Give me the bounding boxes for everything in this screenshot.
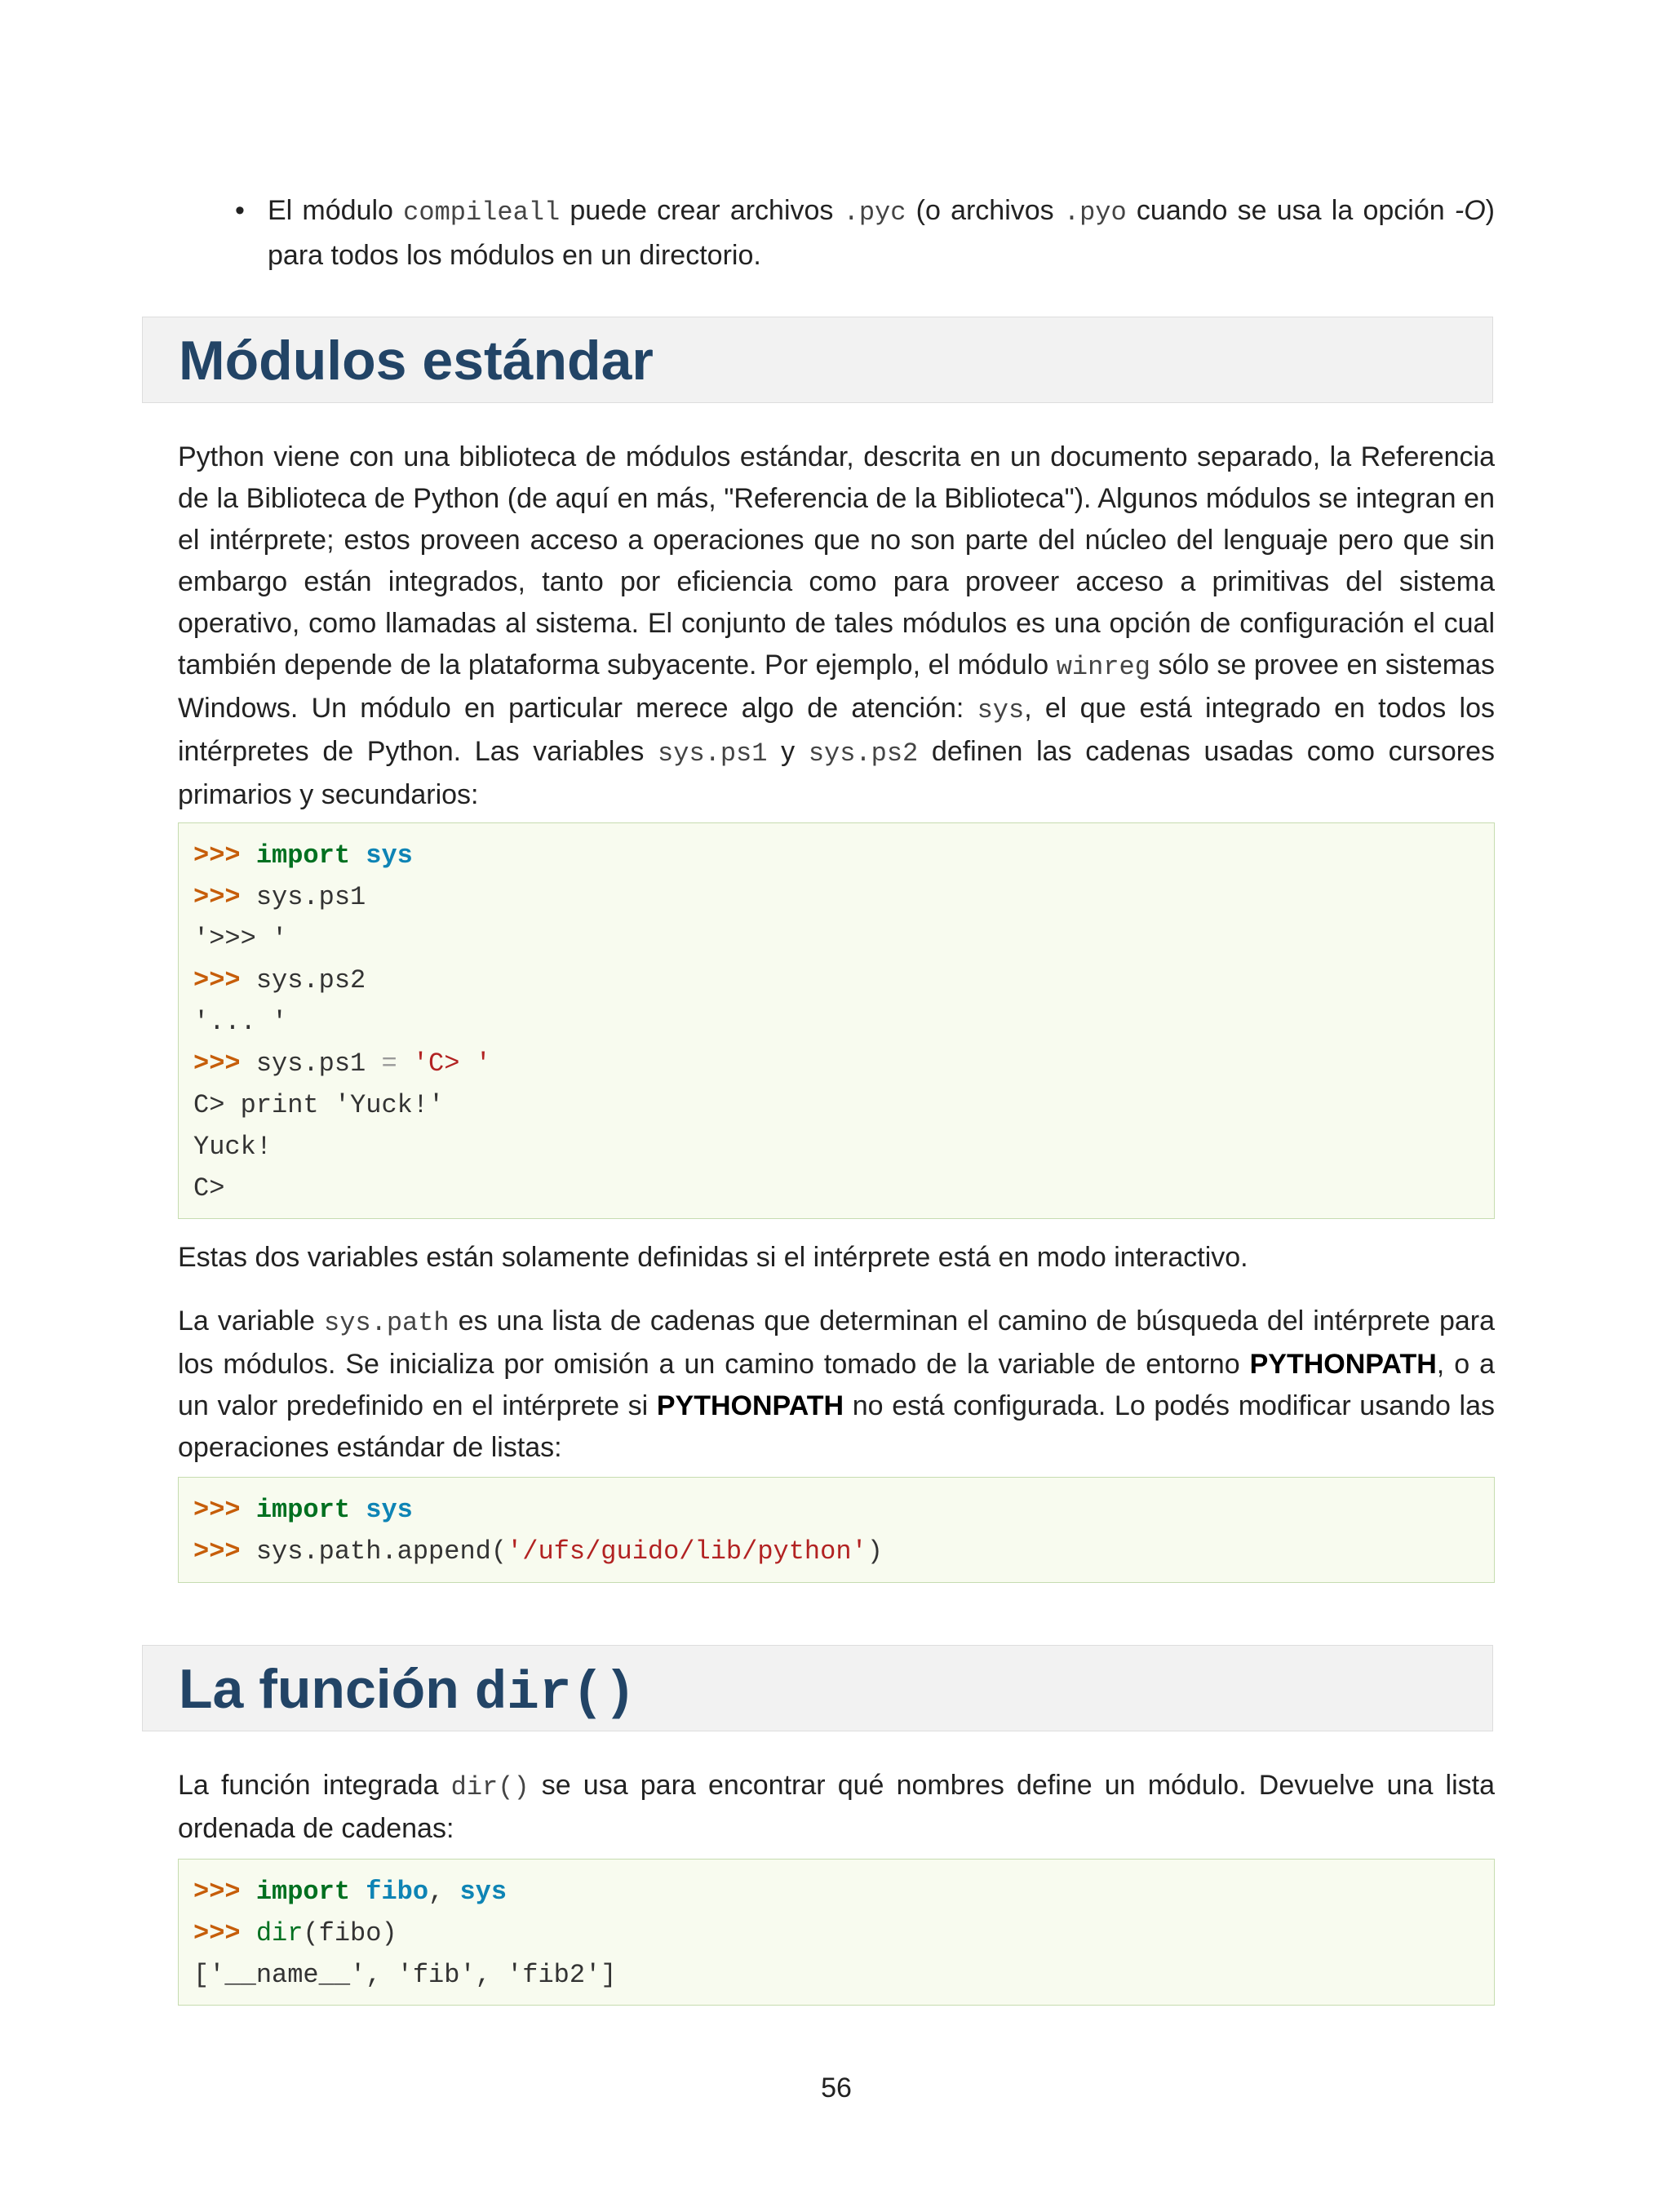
code-sys-ps1: sys.ps1 — [658, 738, 768, 769]
code-line: >>> sys.ps2 — [193, 965, 366, 995]
code-line: >>> sys.ps1 — [193, 882, 366, 912]
section-heading-modulos-estandar — [142, 317, 1493, 403]
env-var-pythonpath: PYTHONPATH — [1249, 1349, 1437, 1380]
code-line: >>> sys.path.append('/ufs/guido/lib/python') — [193, 1536, 883, 1567]
code-block-dir — [178, 1859, 1495, 2006]
code-sys: sys — [977, 695, 1025, 725]
code-sys-ps2: sys.ps2 — [808, 738, 919, 769]
page-number: 56 — [821, 2072, 852, 2103]
bullet-text: El módulo compileall puede crear archivos .pyc (o archivos .pyo cuando se usa la opción -O) para todos los módulos en un directorio. — [268, 195, 1495, 271]
code-line: >>> import sys — [193, 1495, 413, 1525]
option-O: -O — [1454, 195, 1486, 226]
code-line: >>> import sys — [193, 840, 413, 871]
code-output: C> — [193, 1173, 225, 1204]
paragraph-sys-path: La variable sys.path es una lista de cadenas que determinan el camino de búsqueda del intérprete para los módulos. Se inicializa por omisión a un camino tomado de la variable de entorno PYTHONPATH, o a un valor predefinido en el intérprete si PYTHONPATH no está configurada. Lo podés modificar usando las operaciones estándar de listas: — [178, 1305, 1495, 1463]
code-output: '>>> ' — [193, 924, 288, 954]
code-output: '... ' — [193, 1007, 288, 1037]
code-output: ['__name__', 'fib', 'fib2'] — [193, 1960, 617, 1990]
code-line: >>> import fibo, sys — [193, 1877, 508, 1907]
code-pyc: .pyc — [843, 197, 906, 228]
code-sys-path: sys.path — [324, 1308, 450, 1338]
code-block-sys-path — [178, 1477, 1495, 1583]
section-title: La función dir() — [179, 1658, 636, 1724]
code-line: >>> sys.ps1 = 'C> ' — [193, 1048, 491, 1079]
paragraph-dir: La función integrada dir() se usa para encontrar qué nombres define un módulo. Devuelve una lista ordenada de cadenas: — [178, 1770, 1495, 1844]
section-heading-dir — [142, 1645, 1493, 1731]
section-title: Módulos estándar — [179, 330, 654, 392]
paragraph-interactive-mode: Estas dos variables están solamente definidas si el intérprete está en modo interactivo. — [178, 1242, 1248, 1273]
code-compileall: compileall — [403, 197, 561, 228]
code-winreg: winreg — [1056, 652, 1150, 682]
code-block-sys-ps — [178, 822, 1495, 1219]
code-dir: dir() — [450, 1772, 530, 1802]
env-var-pythonpath: PYTHONPATH — [656, 1390, 844, 1421]
code-pyo: .pyo — [1063, 197, 1127, 228]
code-output: Yuck! — [193, 1132, 273, 1162]
code-output: C> print 'Yuck!' — [193, 1090, 445, 1120]
bullet-item — [178, 189, 1495, 277]
bullet-dot: • — [235, 195, 245, 226]
paragraph-standard-modules: Python viene con una biblioteca de módulos estándar, descrita en un documento separado, la Referencia de la Biblioteca de Python (de aquí en más, "Referencia de la Biblioteca"). Algunos módulos se integran en el intérprete; estos proveen acceso a operaciones que no son parte del núcleo del lenguaje pero que sin embargo están integrados, tanto por eficiencia como para proveer acceso a primitivas del sistema operativo, como llamadas al sistema. El conjunto de tales módulos es una opción de configuración el cual también depende de la plataforma subyacente. Por ejemplo, el módulo winreg sólo se provee en sistemas Windows. Un módulo en particular merece algo de atención: sys, el que está integrado en todos los intérpretes de Python. Las variables sys.ps1 y sys.ps2 definen las cadenas usadas como cursores primarios y secundarios: — [178, 441, 1495, 810]
code-line: >>> dir(fibo) — [193, 1918, 397, 1948]
